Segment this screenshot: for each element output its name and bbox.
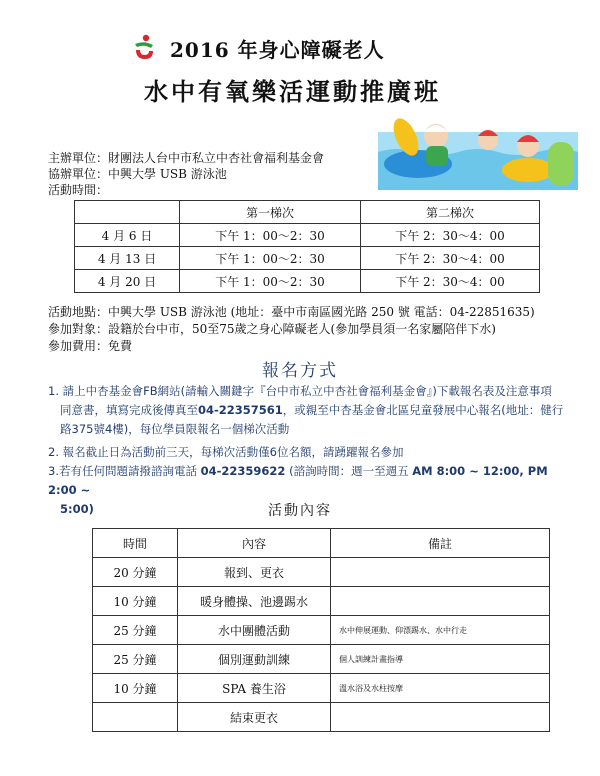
duration-cell [93, 703, 178, 732]
note-cell: 水中伸展運動、仰漂踢水、水中行走 [331, 616, 550, 645]
registration-text: ，或親至中杏基金會北區兒童發展中心報名(地址：健行 [282, 403, 564, 417]
swimmers-illustration [378, 112, 578, 190]
table-header-cell: 第二梯次 [361, 201, 540, 224]
organizer-text: 主辦單位：財團法人台中市私立中杏社會福利基金會 [48, 151, 325, 165]
table-row [93, 558, 550, 587]
duration-cell: 25 分鐘 [93, 616, 178, 645]
note-cell: 個人訓練計畫指導 [331, 645, 550, 674]
content-cell: 水中團體活動 [178, 616, 331, 645]
table-header-row [93, 529, 550, 558]
table-header-cell: 內容 [178, 529, 331, 558]
table-row [93, 587, 550, 616]
content-cell: 暖身體操、池邊踢水 [178, 587, 331, 616]
schedule-label: 活動時間： [48, 183, 109, 197]
table-header-cell: 備註 [331, 529, 550, 558]
duration-cell: 10 分鐘 [93, 587, 178, 616]
table-row [93, 645, 550, 674]
participants-text: 參加對象：設籍於台中市，50至75歲之身心障礙老人(參加學員須一名家屬陪伴下水) [48, 322, 496, 336]
consult-hours-end: 5:00) [60, 502, 94, 516]
activities-table [92, 528, 550, 732]
table-header-cell: 第一梯次 [180, 201, 361, 224]
foundation-logo-icon [132, 34, 156, 60]
duration-cell: 10 分鐘 [93, 674, 178, 703]
fax-number: 04-22357561 [198, 403, 283, 417]
table-row [75, 270, 540, 293]
note-cell [331, 703, 550, 732]
table-row [75, 247, 540, 270]
co-organizer-text: 協辦單位：中興大學 USB 游泳池 [48, 167, 227, 181]
note-cell [331, 558, 550, 587]
duration-cell: 20 分鐘 [93, 558, 178, 587]
session-cell: 下午 2：30～4：00 [361, 224, 540, 247]
table-row [93, 703, 550, 732]
table-header-cell: 時間 [93, 529, 178, 558]
date-cell: 4 月 20 日 [75, 270, 180, 293]
consult-hours: AM 8:00 ~ 12:00, PM 2:00 ~ [48, 464, 548, 497]
registration-text: (諮詢時間：週一至週五 [285, 464, 413, 478]
registration-line: 1. 請上中杏基金會FB網站(請輸入關鍵字『台中市私立中杏社會福利基金會』)下載報名表及注意事項 [48, 384, 552, 398]
registration-item-1 [48, 382, 578, 439]
registration-text: 3.若有任何問題請撥諮詢電話 [48, 464, 201, 478]
table-header-cell [75, 201, 180, 224]
activities-title: 活動內容 [268, 503, 332, 519]
location-text: 活動地點：中興大學 USB 游泳池 (地址：臺中市南區國光路 250 號 電話：04-22851635) [48, 305, 535, 319]
duration-cell: 25 分鐘 [93, 645, 178, 674]
session-cell: 下午 2：30～4：00 [361, 270, 540, 293]
note-cell: 溫水浴及水柱按摩 [331, 674, 550, 703]
schedule-table [74, 200, 540, 293]
session-cell: 下午 1：00～2：30 [180, 247, 361, 270]
content-cell: SPA 養生浴 [178, 674, 331, 703]
session-cell: 下午 2：30～4：00 [361, 247, 540, 270]
table-row [93, 674, 550, 703]
content-cell: 個別運動訓練 [178, 645, 331, 674]
table-header-row [75, 201, 540, 224]
table-row [75, 224, 540, 247]
session-cell: 下午 1：00～2：30 [180, 224, 361, 247]
session-cell: 下午 1：00～2：30 [180, 270, 361, 293]
fee-text: 參加費用：免費 [48, 339, 133, 353]
note-cell [331, 587, 550, 616]
phone-number: 04-22359622 [200, 464, 286, 478]
registration-item-2: 2. 報名截止日為活動前三天，每梯次活動僅6位名額，請踴躍報名參加 [48, 445, 404, 459]
title-line2: 水中有氧樂活運動推廣班 [144, 77, 441, 106]
content-cell: 結束更衣 [178, 703, 331, 732]
registration-line [48, 401, 578, 420]
title-line1: 2016 年身心障礙老人 [170, 38, 385, 62]
date-cell: 4 月 13 日 [75, 247, 180, 270]
table-row [93, 616, 550, 645]
content-cell: 報到、更衣 [178, 558, 331, 587]
registration-title: 報名方式 [262, 361, 338, 381]
registration-text: 同意書，填寫完成後傳真至 [60, 403, 198, 417]
registration-line [48, 462, 578, 500]
registration-line: 路375號4樓)，每位學員限報名一個梯次活動 [60, 422, 290, 436]
date-cell: 4 月 6 日 [75, 224, 180, 247]
